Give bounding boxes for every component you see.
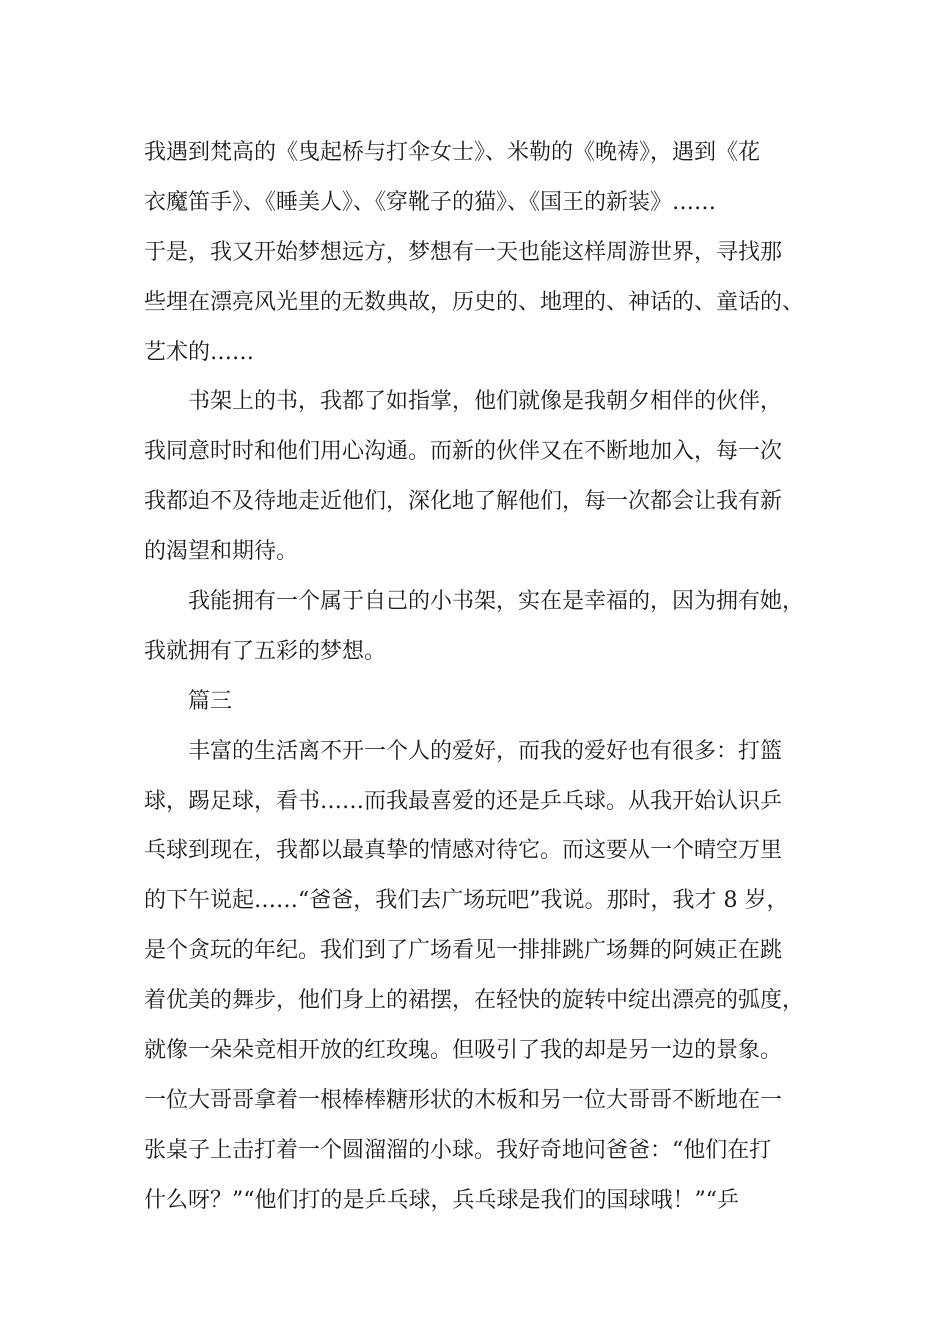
text-line: 乓球到现在，我都以最真挚的情感对待它。而这要从一个晴空万里 [144,838,783,864]
text-line: 我遇到梵高的《曳起桥与打伞女士》、米勒的《晚祷》，遇到《花 [144,140,761,165]
text-line: 是个贪玩的年纪。我们到了广场看见一排排跳广场舞的阿姨正在跳 [144,938,783,964]
text-line: 丰富的生活离不开一个人的爱好，而我的爱好也有很多：打篮 [188,738,783,764]
text-line: 我就拥有了五彩的梦想。 [144,638,387,664]
text-line: 什么呀？”“他们打的是乒乓球，兵乓球是我们的国球哦！”“乒 [144,1187,739,1213]
text-line: 我同意时时和他们用心沟通。而新的伙伴又在不断地加入，每一次 [144,439,783,465]
text-line: 就像一朵朵竞相开放的红玫瑰。但吸引了我的却是另一边的景象。 [144,1038,783,1064]
text-line: 艺术的…… [144,339,255,365]
text-line: 我都迫不及待地走近他们，深化地了解他们，每一次都会让我有新 [144,489,783,515]
text-line: 张桌子上击打着一个圆溜溜的小球。我好奇地问爸爸：“他们在打 [144,1137,772,1163]
text-line: 衣魔笛手》、《睡美人》、《穿靴子的猫》、《国王的新装》…… [144,189,717,215]
text-line: 我能拥有一个属于自己的小书架，实在是幸福的，因为拥有她， [188,589,805,615]
text-line: 篇三 [188,688,233,714]
text-line: 些埋在漂亮风光里的无数典故，历史的、地理的、神话的、童话的、 [144,289,805,315]
text-line: 的渴望和期待。 [144,539,299,565]
text-line: 书架上的书，我都了如指掌，他们就像是我朝夕相伴的伙伴， [188,389,783,415]
body-text [144,128,834,1226]
text-line: 于是，我又开始梦想远方，梦想有一天也能这样周游世界，寻找那 [144,239,783,265]
text-line: 的下午说起……“爸爸，我们去广场玩吧”我说。那时，我才 8 岁， [144,888,789,914]
text-line: 一位大哥哥拿着一根棒棒糖形状的木板和另一位大哥哥不断地在一 [144,1087,783,1113]
text-line: 球，踢足球，看书……而我最喜爱的还是乒乓球。从我开始认识乒 [144,788,783,814]
text-line: 着优美的舞步，他们身上的裙摆，在轻快的旋转中绽出漂亮的弧度， [144,988,805,1014]
